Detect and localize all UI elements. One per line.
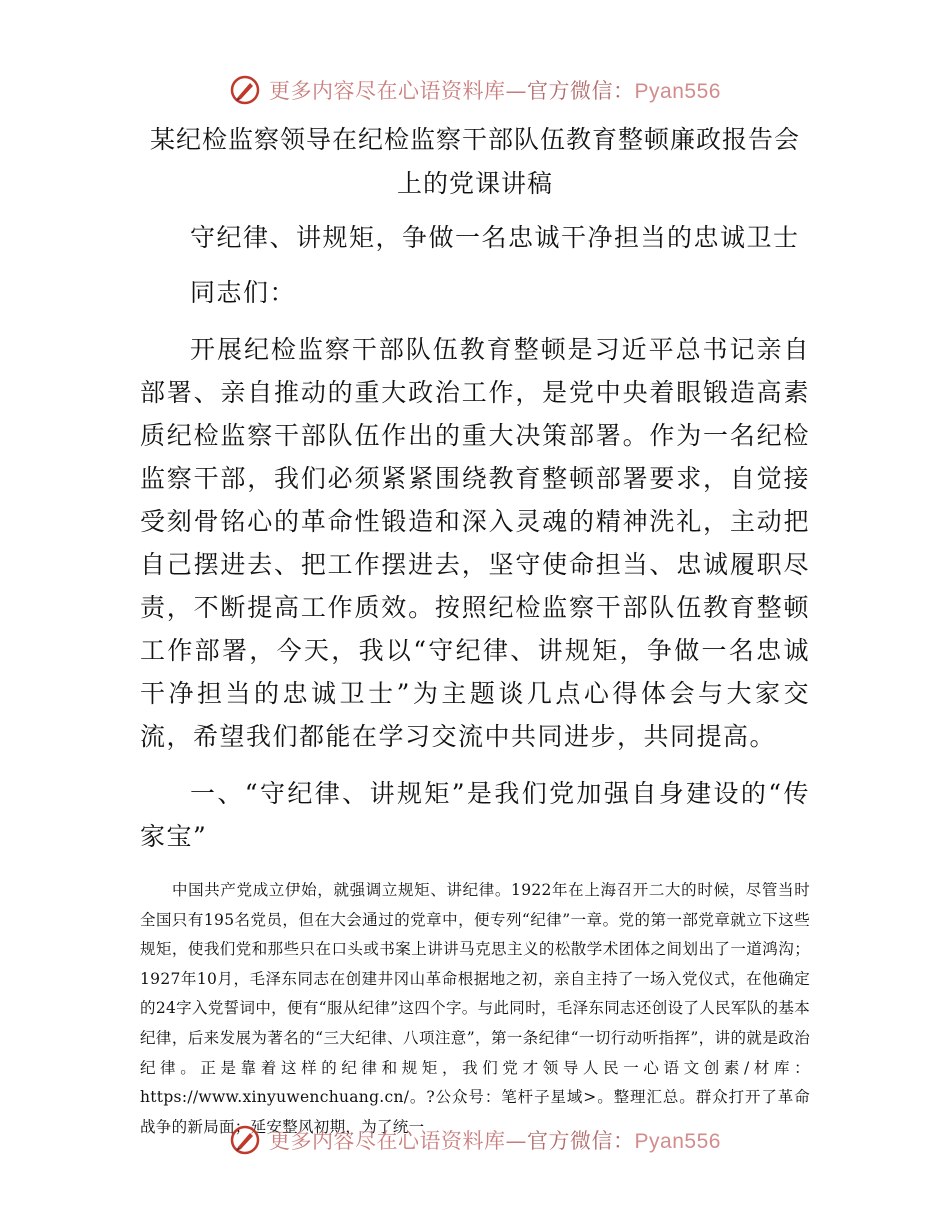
paragraph-body: 中国共产党成立伊始，就强调立规矩、讲纪律。1922年在上海召开二大的时候，尽管当时全国只有195名党员，但在大会通过的党章中，便专列“纪律”一章。党的第一部党章就立下这些规矩，使我们党和那些只在口头或书案上讲讲马克思主义的松散学术团体之间划出了一道鸿沟；1927年10月，毛泽东同志在创建井冈山革命根据地之初，亲自主持了一场入党仪式，在他确定的24字入党誓词中，便有“服从纪律”这四个字。与此同时，毛泽东同志还创设了人民军队的基本纪律，后来发展为著名的“三大纪律、八项注意”，第一条纪律“一切行动听指挥”，讲的就是政治纪律。正是靠着这样的纪律和规矩，我们党才领导人民一心语文创素/材库：https://www.xinyuwenchuang.cn/。?公众号：笔杆子星域>。整理汇总。群众打开了革命战争的新局面；延安整风初期，为了统一 [140, 881, 810, 1136]
banner-text: 更多内容尽在心语资料库—官方微信：Pyan556 [269, 1129, 721, 1153]
bottom-banner [0, 1120, 950, 1160]
paragraph-intro: 开展纪检监察干部队伍教育整顿是习近平总书记亲自部署、亲自推动的重大政治工作，是党中央着眼锻造高素质纪检监察干部队伍作出的重大决策部署。作为一名纪检监察干部，我们必须紧紧围绕教育整顿部署要求，自觉接受刻骨铭心的革命性锻造和深入灵魂的精神洗礼，主动把自己摆进去、把工作摆进去，坚守使命担当、忠诚履职尽责，不断提高工作质效。按照纪检监察干部队伍教育整顿工作部署，今天，我以“守纪律、讲规矩，争做一名忠诚干净担当的忠诚卫士”为主题谈几点心得体会与大家交流，希望我们都能在学习交流中共同进步，共同提高。 [140, 335, 810, 751]
greeting: 同志们： [190, 278, 297, 307]
pen-logo-icon [229, 74, 261, 106]
document-subtitle: 守纪律、讲规矩，争做一名忠诚干净担当的忠诚卫士 [190, 223, 800, 252]
document-body [140, 118, 810, 1142]
document-title: 某纪检监察领导在纪检监察干部队伍教育整顿廉政报告会上的党课讲稿 [149, 125, 800, 198]
section-heading-1: 一、“守纪律、讲规矩”是我们党加强自身建设的“传家宝” [140, 779, 810, 851]
pen-logo-icon [229, 1124, 261, 1156]
banner-text: 更多内容尽在心语资料库—官方微信：Pyan556 [269, 79, 721, 103]
top-banner [0, 70, 950, 110]
